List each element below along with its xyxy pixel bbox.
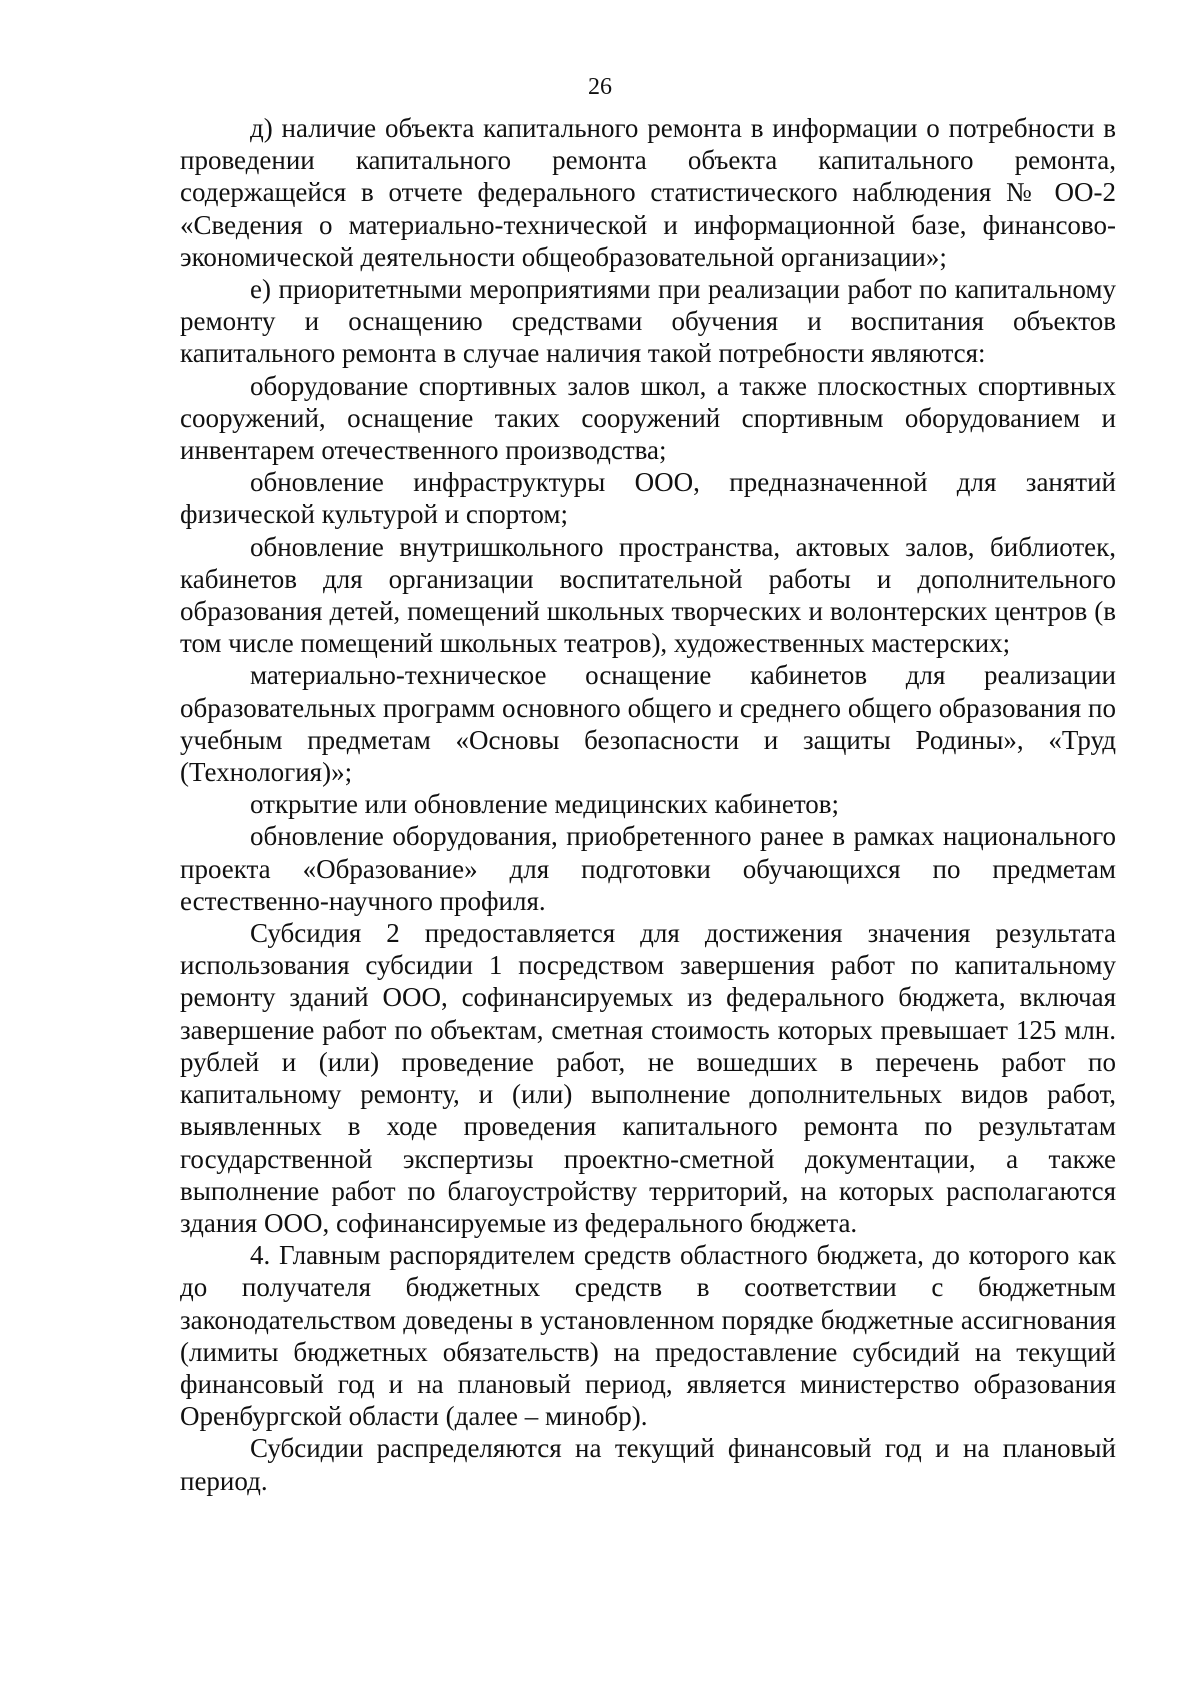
- paragraph-section-4: 4. Главным распорядителем средств областного бюджета, до которого как до получателя бюджетных средств в соответствии с бюджетным законодательством доведены в установленном порядке бюджетные ассигнования (лимиты бюджетных обязательств) на предоставление субсидий на текущий финансовый год и на плановый период, является министерство образования Оренбургской области (далее – минобр).: [180, 1240, 1116, 1432]
- paragraph-subsidy-distribution: Субсидии распределяются на текущий финансовый год и на плановый период.: [180, 1433, 1116, 1496]
- paragraph-equipment-update: обновление оборудования, приобретенного ранее в рамках национального проекта «Образование» для подготовки обучающихся по предметам естественно-научного профиля.: [180, 821, 1116, 916]
- paragraph-subsidy-2: Субсидия 2 предоставляется для достижения значения результата использования субсидии 1 посредством завершения работ по капитальному ремонту зданий ООО, софинансируемых из федерального бюджета, включая завершение работ по объектам, сметная стоимость которых превышает 125 млн. рублей и (или) проведение работ, не вошедших в перечень работ по капитальному ремонту, и (или) выполнение дополнительных видов работ, выявленных в ходе проведения капитального ремонта по результатам государственной экспертизы проектно-сметной документации, а также выполнение работ по благоустройству территорий, на которых располагаются здания ООО, софинансируемые из федерального бюджета.: [180, 918, 1116, 1238]
- paragraph-medical-rooms: открытие или обновление медицинских кабинетов;: [250, 789, 840, 820]
- paragraph-classroom-equipment: материально-техническое оснащение кабинетов для реализации образовательных программ основного общего и среднего общего образования по учебным предметам «Основы безопасности и защиты Родины», «Труд (Технология)»;: [180, 660, 1116, 788]
- paragraph-sports-halls: оборудование спортивных залов школ, а также плоскостных спортивных сооружений, оснащение таких сооружений спортивным оборудованием и инвентарем отечественного производства;: [180, 370, 1116, 466]
- page-number: 26: [588, 74, 612, 100]
- paragraph-school-space: обновление внутришкольного пространства, актовых залов, библиотек, кабинетов для организации воспитательной работы и дополнительного образования детей, помещений школьных творческих и волонтерских центров (в том числе помещений школьных театров), художественных мастерских;: [180, 531, 1116, 659]
- paragraph-item-e: е) приоритетными мероприятиями при реализации работ по капитальному ремонту и оснащению средствами обучения и воспитания объектов капитального ремонта в случае наличия такой потребности являются:: [180, 274, 1116, 369]
- document-body: [180, 112, 1116, 1497]
- paragraph-sports-infrastructure: обновление инфраструктуры ООО, предназначенной для занятий физической культурой и спортом;: [180, 467, 1116, 530]
- paragraph-item-d: д) наличие объекта капитального ремонта в информации о потребности в проведении капитального ремонта объекта капитального ремонта, содержащейся в отчете федерального статистического наблюдения № ОО-2 «Сведения о материально-технической и информационной базе, финансово-экономической деятельности общеобразовательной организации»;: [180, 113, 1116, 272]
